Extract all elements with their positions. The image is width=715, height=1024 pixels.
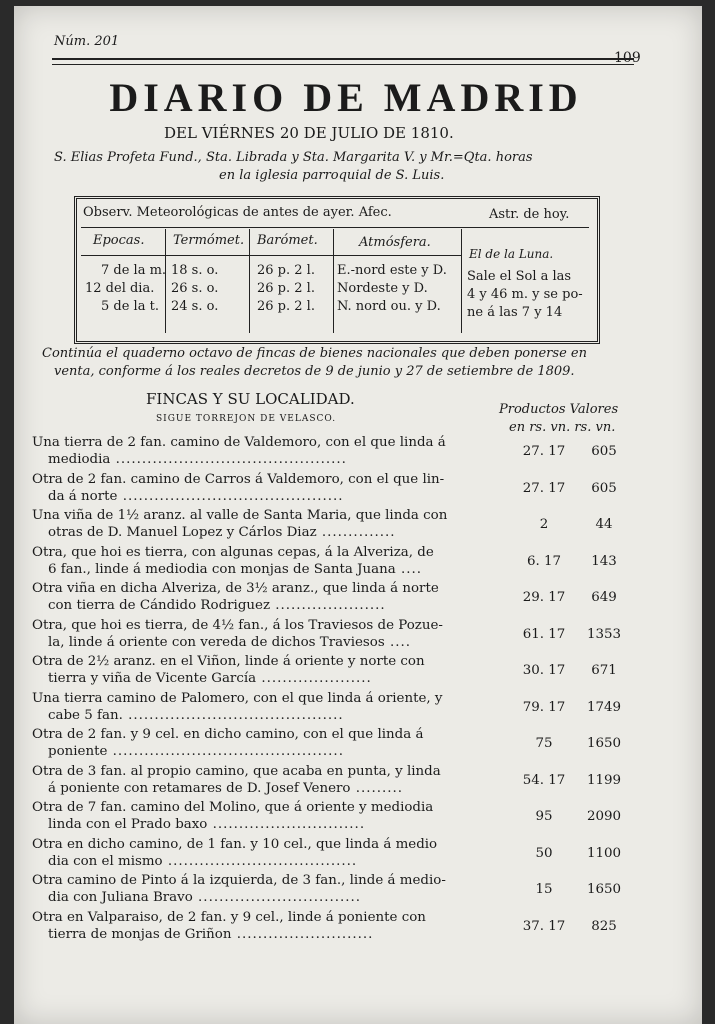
property-entry xyxy=(32,653,502,687)
saints-line-1: S. Elias Profeta Fund., Sta. Librada y Sta. Margarita V. y Mr.=Qta. horas xyxy=(54,150,533,165)
price-value: 1100 xyxy=(586,845,622,861)
term-1: 18 s. o. xyxy=(171,263,219,278)
entry-line-1: Otra de 2 fan. camino de Carros á Valdemoro, con el que lin- xyxy=(32,471,445,487)
epoch-3: 5 de la t. xyxy=(101,299,159,314)
price-value: 649 xyxy=(591,590,617,605)
col-divider xyxy=(249,229,250,333)
leader-dots: ..................... xyxy=(256,671,372,686)
entry-line-1: Otra en Valparaiso, de 2 fan. y 9 cel., linde á poniente con xyxy=(32,909,426,925)
weather-heading: Observ. Meteorológicas de antes de ayer. Afec. xyxy=(83,205,392,220)
product-value: 15 xyxy=(535,882,553,897)
property-entry xyxy=(32,872,502,906)
entry-line-1: Otra, que hoi es tierra, con algunas cepas, á la Alveriza, de xyxy=(32,544,434,560)
atm-3: N. nord ou. y D. xyxy=(337,299,441,314)
entry-line-2: poniente ............................................ xyxy=(48,744,344,759)
weather-table xyxy=(74,196,600,344)
col-atmosfera: Atmósfera. xyxy=(359,235,431,250)
atm-2: Nordeste y D. xyxy=(337,281,428,296)
section-subtitle: SIGUE TORREJON DE VELASCO. xyxy=(156,414,337,424)
newspaper-page xyxy=(14,6,702,1024)
leader-dots: .......................... xyxy=(231,926,374,942)
entry-line-2: tierra y viña de Vicente García ..................... xyxy=(48,671,372,686)
term-3: 24 s. o. xyxy=(171,299,219,314)
leader-dots: ............................................ xyxy=(110,452,347,467)
price-value: 1650 xyxy=(586,882,622,897)
entry-line-2: á poniente con retamares de D. Josef Venero ......... xyxy=(48,780,404,796)
col-divider xyxy=(333,229,334,333)
intro-line-1: Continúa el quaderno octavo de fincas de bienes nacionales que deben ponerse en xyxy=(42,346,587,361)
leader-dots: .... xyxy=(395,561,423,577)
property-entry xyxy=(32,909,502,943)
property-entry xyxy=(32,799,502,833)
table-rule xyxy=(81,255,461,256)
entry-line-1: Una tierra camino de Palomero, con el que linda á oriente, y xyxy=(32,690,443,706)
product-value: 30. 17 xyxy=(522,663,566,678)
product-value: 27. 17 xyxy=(522,444,566,459)
property-entry xyxy=(32,726,502,760)
entry-line-2: cabe 5 fan. ......................................... xyxy=(48,707,344,723)
entry-line-1: Otra de 3 fan. al propio camino, que acaba en punta, y linda xyxy=(32,763,441,779)
leader-dots: ............................... xyxy=(192,890,362,905)
epoch-1: 7 de la m. xyxy=(101,263,167,278)
price-value: 1749 xyxy=(586,699,622,715)
leader-dots: .................................... xyxy=(162,853,358,869)
product-value: 79. 17 xyxy=(522,699,566,715)
entry-line-1: Una viña de 1½ aranz. al valle de Santa Maria, que linda con xyxy=(32,508,448,523)
entry-line-2: 6 fan., linde á mediodia con monjas de Santa Juana .... xyxy=(48,561,423,577)
entry-line-2: da á norte .......................................... xyxy=(48,488,344,504)
product-value: 75 xyxy=(535,736,553,751)
entry-line-1: Otra viña en dicha Alveriza, de 3½ aranz., que linda á norte xyxy=(32,581,439,596)
header-rule xyxy=(52,58,634,60)
product-value: 29. 17 xyxy=(522,590,566,605)
entry-line-2: mediodia ............................................ xyxy=(48,452,347,467)
intro-line-2: venta, conforme á los reales decretos de 9 de junio y 27 de setiembre de 1809. xyxy=(54,364,575,379)
col-luna: El de la Luna. xyxy=(469,247,554,261)
leader-dots: ............................................ xyxy=(107,744,344,759)
property-entry xyxy=(32,617,502,651)
header-rule-thin xyxy=(52,64,634,65)
baro-1: 26 p. 2 l. xyxy=(257,263,315,278)
property-entry xyxy=(32,580,502,614)
price-value: 825 xyxy=(591,918,617,934)
moon-line-1: Sale el Sol a las xyxy=(467,269,572,284)
product-value: 95 xyxy=(535,809,553,824)
entry-line-1: Otra camino de Pinto á la izquierda, de 3 fan., linde á medio- xyxy=(32,873,446,888)
product-value: 50 xyxy=(535,845,553,861)
table-rule xyxy=(81,227,589,228)
leader-dots: .... xyxy=(384,634,411,650)
product-value: 54. 17 xyxy=(522,772,566,788)
epoch-2: 12 del dia. xyxy=(85,281,155,296)
col-divider xyxy=(165,229,166,333)
entry-line-2: tierra de monjas de Griñon .......................... xyxy=(48,926,374,942)
col-baromet: Barómet. xyxy=(257,233,318,248)
price-value: 1353 xyxy=(586,626,622,642)
property-entry xyxy=(32,507,502,541)
leader-dots: ......................................... xyxy=(122,707,344,723)
leader-dots: .......................................... xyxy=(117,488,344,504)
entry-line-1: Otra de 2 fan. y 9 cel. en dicho camino, con el que linda á xyxy=(32,727,424,742)
entry-line-2: dia con Juliana Bravo ............................... xyxy=(48,890,362,905)
price-value: 1199 xyxy=(586,772,622,788)
entry-line-1: Otra de 7 fan. camino del Molino, que á oriente y mediodia xyxy=(32,800,434,815)
issue-number: Núm. 201 xyxy=(54,34,120,49)
property-entry xyxy=(32,690,502,724)
price-value: 44 xyxy=(595,517,613,532)
col-termomet: Termómet. xyxy=(173,233,245,248)
masthead-title: DIARIO DE MADRID xyxy=(109,75,583,120)
leader-dots: ......... xyxy=(350,780,404,796)
page-number: 109 xyxy=(614,50,641,66)
leader-dots: ............................. xyxy=(207,817,366,832)
entry-line-2: otras de D. Manuel Lopez y Cárlos Diaz .............. xyxy=(48,525,396,540)
product-value: 2 xyxy=(539,517,549,532)
price-value: 671 xyxy=(591,663,617,678)
col-epocas: Epocas. xyxy=(93,233,145,248)
moon-line-3: ne á las 7 y 14 xyxy=(467,305,563,320)
property-entry xyxy=(32,434,502,468)
col-divider xyxy=(461,229,462,333)
entry-line-2: con tierra de Cándido Rodriguez ..................... xyxy=(48,598,386,613)
price-value: 143 xyxy=(591,553,617,569)
baro-3: 26 p. 2 l. xyxy=(257,299,315,314)
property-entry xyxy=(32,471,502,505)
entry-line-1: Una tierra de 2 fan. camino de Valdemoro, con el que linda á xyxy=(32,435,446,450)
entry-line-1: Otra de 2½ aranz. en el Viñon, linde á oriente y norte con xyxy=(32,654,425,669)
entry-line-2: dia con el mismo .................................... xyxy=(48,853,358,869)
product-value: 6. 17 xyxy=(526,553,562,569)
entry-line-1: Otra en dicho camino, de 1 fan. y 10 cel., que linda á medio xyxy=(32,836,438,852)
moon-line-2: 4 y 46 m. y se po- xyxy=(467,287,583,302)
issue-date: DEL VIÉRNES 20 DE JULIO DE 1810. xyxy=(164,124,454,142)
product-value: 37. 17 xyxy=(522,918,566,934)
column-heading-2: en rs. vn. rs. vn. xyxy=(509,420,616,435)
price-value: 1650 xyxy=(586,736,622,751)
price-value: 605 xyxy=(591,480,617,496)
saints-line-2: en la iglesia parroquial de S. Luis. xyxy=(219,168,445,183)
property-entry xyxy=(32,763,502,797)
leader-dots: .............. xyxy=(316,525,396,540)
entry-line-2: linda con el Prado baxo ............................. xyxy=(48,817,366,832)
price-value: 2090 xyxy=(586,809,622,824)
baro-2: 26 p. 2 l. xyxy=(257,281,315,296)
astro-heading: Astr. de hoy. xyxy=(489,207,570,222)
property-entry xyxy=(32,544,502,578)
atm-1: E.-nord este y D. xyxy=(337,263,447,278)
product-value: 27. 17 xyxy=(522,480,566,496)
section-title: FINCAS Y SU LOCALIDAD. xyxy=(146,390,355,408)
product-value: 61. 17 xyxy=(522,626,566,642)
price-value: 605 xyxy=(591,444,617,459)
entry-line-1: Otra, que hoi es tierra, de 4½ fan., á los Traviesos de Pozue- xyxy=(32,617,443,633)
term-2: 26 s. o. xyxy=(171,281,219,296)
property-entry xyxy=(32,836,502,870)
entry-line-2: la, linde á oriente con vereda de dichos Traviesos .... xyxy=(48,634,411,650)
column-heading-1: Productos Valores xyxy=(499,402,619,417)
leader-dots: ..................... xyxy=(270,598,386,613)
